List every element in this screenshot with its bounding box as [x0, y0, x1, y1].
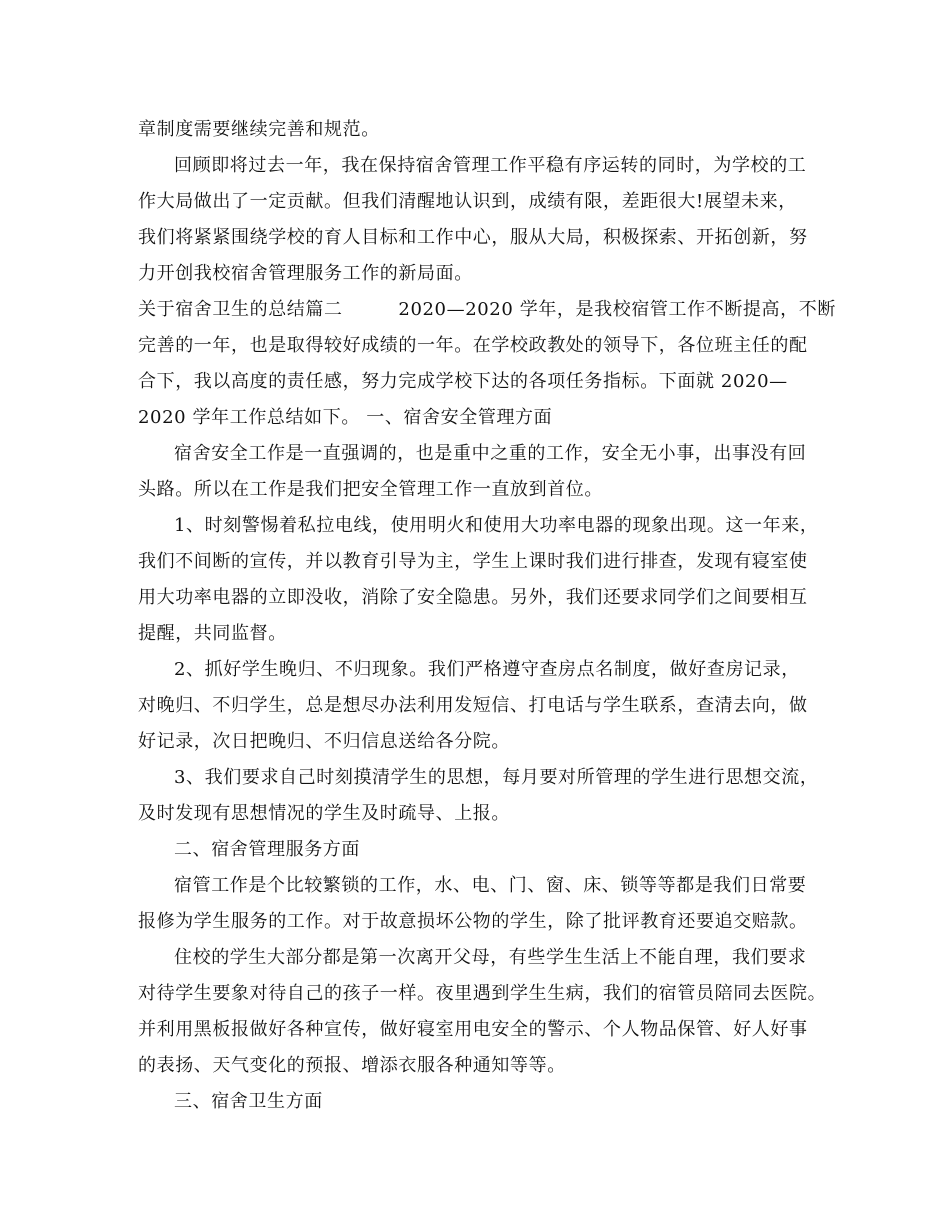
- text-line: 好记录，次日把晚归、不归信息送给各分院。: [138, 731, 510, 752]
- text-line: 报修为学生服务的工作。对于故意损坏公物的学生，除了批评教育还要追交赔款。: [138, 911, 808, 932]
- text-line: 1、时刻警惕着私拉电线，使用明火和使用大功率电器的现象出现。这一年来，: [174, 515, 819, 536]
- text-line: 的表扬、天气变化的预报、增添衣服各种通知等等。: [138, 1055, 566, 1076]
- text-line: 合下，我以高度的责任感，努力完成学校下达的各项任务指标。下面就 2020—: [138, 371, 788, 392]
- text-line: 关于宿舍卫生的总结篇二 2020—2020 学年，是我校宿管工作不断提高，不断: [138, 299, 836, 320]
- text-line: 及时发现有思想情况的学生及时疏导、上报。: [138, 803, 510, 824]
- text-line: 住校的学生大部分都是第一次离开父母，有些学生生活上不能自理，我们要求: [174, 947, 807, 968]
- text-line: 我们不间断的宣传，并以教育引导为主，学生上课时我们进行排查，发现有寝室使: [138, 551, 808, 572]
- text-line: 2、抓好学生晚归、不归现象。我们严格遵守查房点名制度，做好查房记录，: [174, 659, 800, 680]
- text-line: 3、我们要求自己时刻摸清学生的思想，每月要对所管理的学生进行思想交流，: [174, 767, 819, 788]
- text-line: 2020 学年工作总结如下。 一、宿舍安全管理方面: [138, 407, 553, 428]
- document-body: [138, 112, 836, 1120]
- text-line: 对晚归、不归学生，总是想尽办法利用发短信、打电话与学生联系，查清去向，做: [138, 695, 808, 716]
- text-line: 宿管工作是个比较繁锁的工作，水、电、门、窗、床、锁等等都是我们日常要: [174, 875, 807, 896]
- text-line: 用大功率电器的立即没收，消除了安全隐患。另外，我们还要求同学们之间要相互: [138, 587, 808, 608]
- text-line: 宿舍安全工作是一直强调的，也是重中之重的工作，安全无小事，出事没有回: [174, 443, 807, 464]
- text-line: 对待学生要象对待自己的孩子一样。夜里遇到学生生病，我们的宿管员陪同去医院。: [138, 983, 827, 1004]
- text-line: 力开创我校宿舍管理服务工作的新局面。: [138, 263, 473, 284]
- text-line: 三、宿舍卫生方面: [174, 1091, 323, 1112]
- text-line: 并利用黑板报做好各种宣传，做好寝室用电安全的警示、个人物品保管、好人好事: [138, 1019, 808, 1040]
- text-line: 二、宿舍管理服务方面: [174, 839, 360, 860]
- text-line: 提醒，共同监督。: [138, 623, 287, 644]
- text-line: 作大局做出了一定贡献。但我们清醒地认识到，成绩有限，差距很大!展望未来，: [138, 191, 797, 212]
- text-line: 回顾即将过去一年，我在保持宿舍管理工作平稳有序运转的同时，为学校的工: [174, 155, 807, 176]
- text-line: 章制度需要继续完善和规范。: [138, 119, 380, 140]
- text-line: 头路。所以在工作是我们把安全管理工作一直放到首位。: [138, 479, 603, 500]
- text-line: 完善的一年，也是取得较好成绩的一年。在学校政教处的领导下，各位班主任的配: [138, 335, 808, 356]
- text-line: 我们将紧紧围绕学校的育人目标和工作中心，服从大局，积极探索、开拓创新，努: [138, 227, 808, 248]
